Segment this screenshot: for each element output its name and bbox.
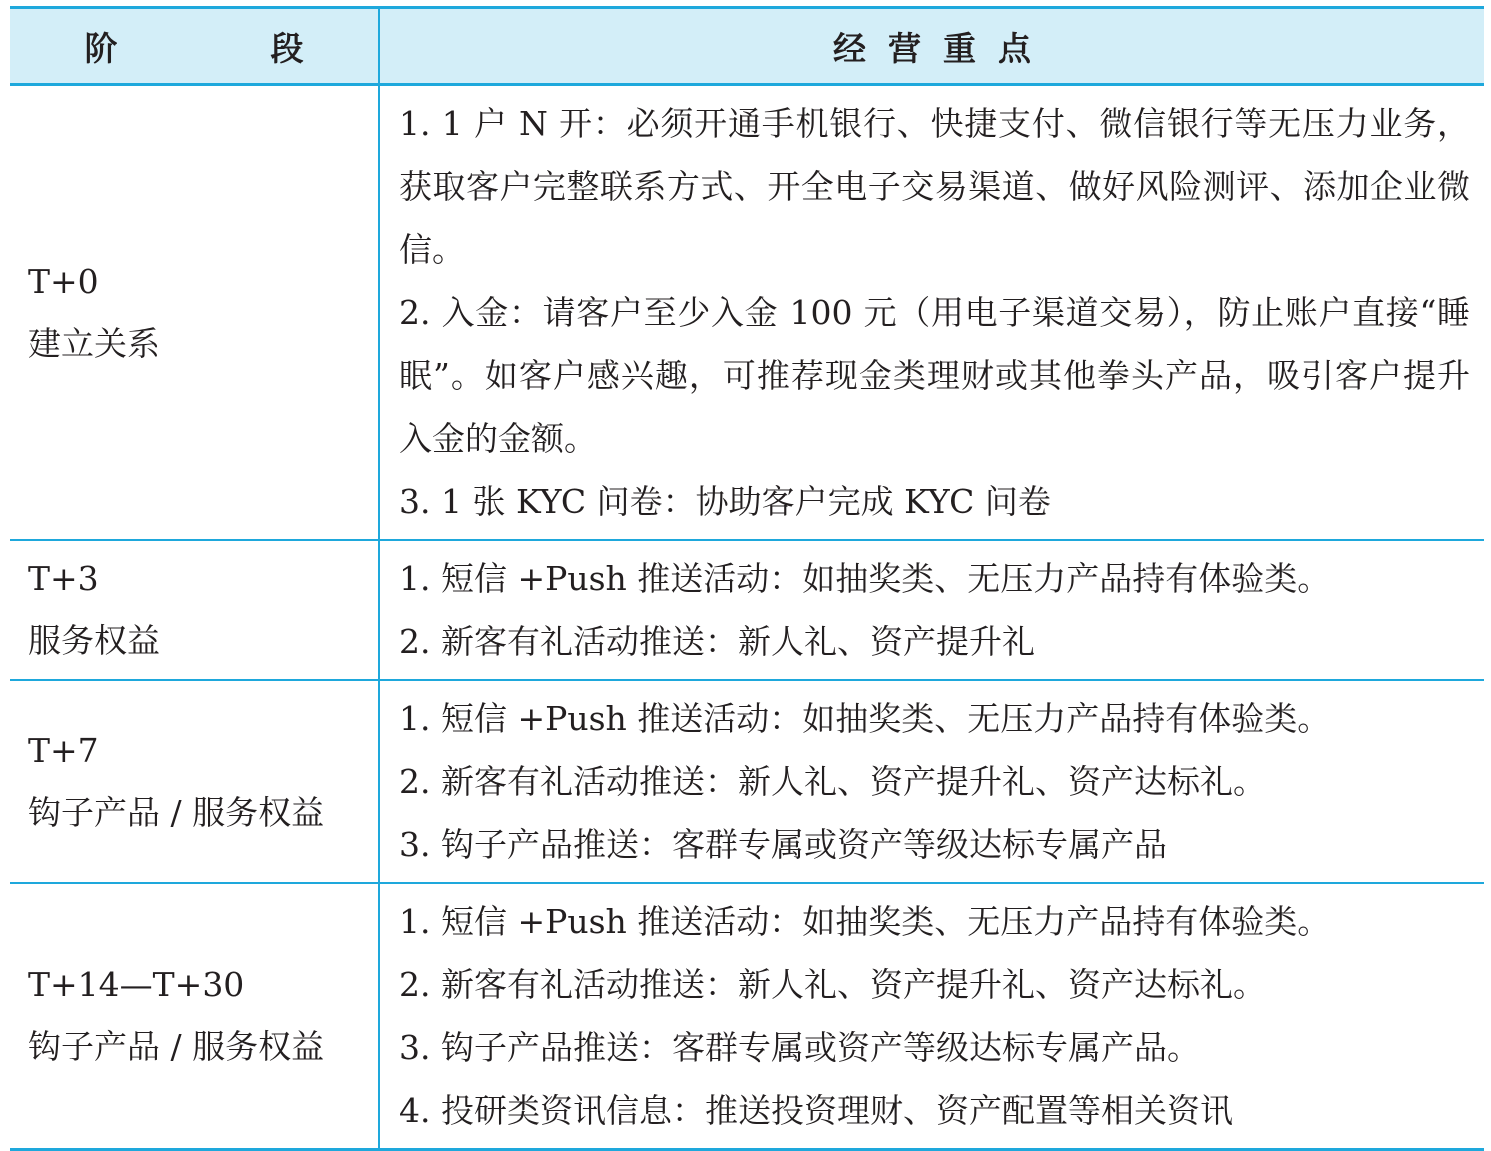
header-stage: 阶 段 — [10, 8, 379, 85]
table-header-row — [10, 8, 1484, 85]
stage-name: 钩子产品 / 服务权益 — [28, 792, 325, 832]
focus-cell — [379, 540, 1484, 680]
stage-name: 建立关系 — [28, 323, 160, 363]
stage-name: 服务权益 — [28, 621, 160, 660]
focus-item: 1. 1 户 N 开：必须开通手机银行、快捷支付、微信银行等无压力业务，获取客户完整联系方式、开全电子交易渠道、做好风险测评、添加企业微信。 — [399, 104, 1470, 269]
stage-code: T+3 — [28, 559, 99, 598]
table-row — [10, 680, 1484, 883]
focus-item: 2. 新客有礼活动推送：新人礼、资产提升礼 — [399, 622, 1035, 661]
table-row — [10, 883, 1484, 1150]
table-row — [10, 540, 1484, 680]
stage-code: T+7 — [28, 730, 99, 770]
focus-item: 3. 钩子产品推送：客群专属或资产等级达标专属产品 — [399, 825, 1167, 864]
stage-cell — [10, 680, 379, 883]
focus-item: 2. 新客有礼活动推送：新人礼、资产提升礼、资产达标礼。 — [399, 965, 1266, 1004]
table-row — [10, 85, 1484, 541]
focus-item: 2. 新客有礼活动推送：新人礼、资产提升礼、资产达标礼。 — [399, 762, 1266, 801]
focus-cell — [379, 680, 1484, 883]
stage-cell — [10, 85, 379, 541]
focus-cell — [379, 883, 1484, 1150]
focus-item: 3. 1 张 KYC 问卷：协助客户完成 KYC 问卷 — [399, 482, 1051, 521]
stage-name: 钩子产品 / 服务权益 — [28, 1027, 325, 1066]
focus-item: 1. 短信 +Push 推送活动：如抽奖类、无压力产品持有体验类。 — [399, 559, 1331, 598]
stage-code: T+0 — [28, 261, 99, 301]
stage-code: T+14—T+30 — [28, 965, 245, 1004]
focus-item: 1. 短信 +Push 推送活动：如抽奖类、无压力产品持有体验类。 — [399, 902, 1331, 941]
focus-item: 2. 入金：请客户至少入金 100 元（用电子渠道交易），防止账户直接“睡眠”。如客户感兴趣，可推荐现金类理财或其他拳头产品，吸引客户提升入金的金额。 — [399, 293, 1470, 458]
focus-item: 1. 短信 +Push 推送活动：如抽奖类、无压力产品持有体验类。 — [399, 699, 1331, 738]
stage-cell — [10, 540, 379, 680]
customer-onboarding-table — [10, 6, 1484, 1151]
focus-cell — [379, 85, 1484, 541]
focus-item: 3. 钩子产品推送：客群专属或资产等级达标专属产品。 — [399, 1028, 1200, 1067]
header-business-focus: 经营重点 — [379, 8, 1484, 85]
focus-item: 4. 投研类资讯信息：推送投资理财、资产配置等相关资讯 — [399, 1091, 1233, 1130]
stage-cell — [10, 883, 379, 1150]
